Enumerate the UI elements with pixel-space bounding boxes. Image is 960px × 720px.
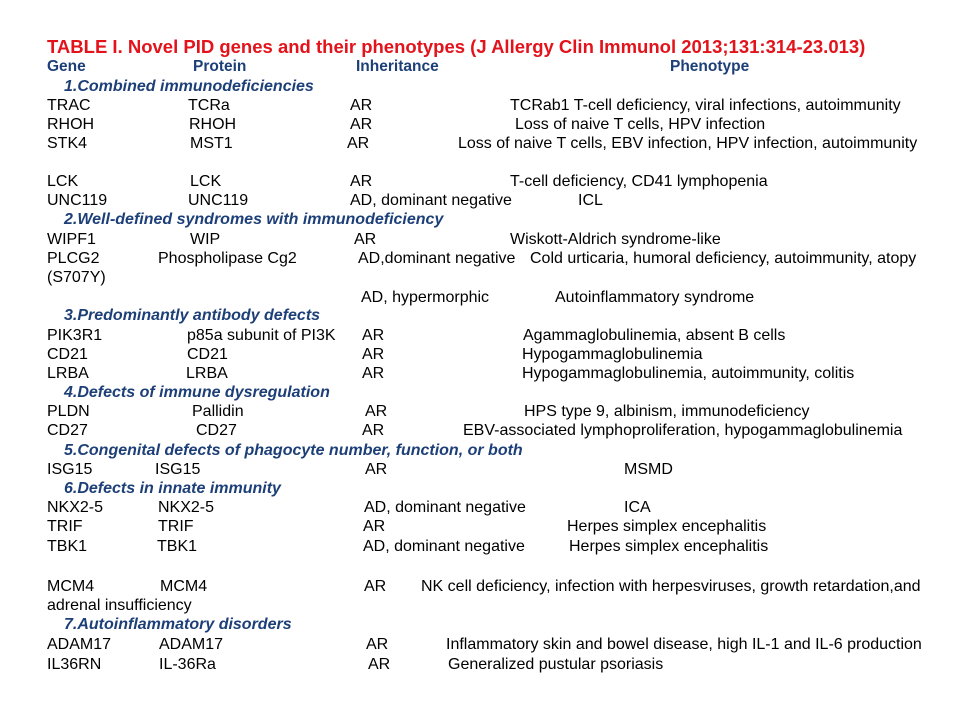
gene-cell: TRAC: [47, 97, 91, 114]
gene-cell: ADAM17: [47, 636, 112, 653]
inheritance-cell: AD, dominant negative: [363, 538, 525, 555]
section-heading: 3.Predominantly antibody defects: [64, 307, 321, 324]
gene-cell: PLDN: [47, 403, 90, 420]
phenotype-cell: Agammaglobulinemia, absent B cells: [523, 327, 786, 344]
protein-cell: TCRa: [188, 97, 230, 114]
table-row: [0, 268, 960, 308]
table-row: [0, 191, 960, 211]
table-row: [0, 577, 960, 617]
protein-cell: p85a subunit of PI3K: [187, 327, 336, 344]
protein-cell: RHOH: [189, 116, 237, 133]
inheritance-cell: AR: [362, 327, 385, 344]
gene-cell: PLCG2: [47, 250, 100, 267]
inheritance-cell: AR: [365, 403, 388, 420]
phenotype-cell: Loss of naive T cells, EBV infection, HPV infection, autoimmunity: [458, 135, 918, 152]
inheritance-cell: AR: [362, 365, 385, 382]
table-row: [0, 460, 960, 480]
inheritance-cell: AD,dominant negative: [358, 250, 516, 267]
phenotype-cell: Generalized pustular psoriasis: [448, 656, 664, 673]
gene-cell: WIPF1: [47, 231, 96, 248]
protein-cell: ADAM17: [159, 636, 224, 653]
table-row: [0, 230, 960, 250]
section-heading: 2.Well-defined syndromes with immunodeficiency: [64, 211, 444, 228]
gene-cell: LCK: [47, 173, 79, 190]
protein-cell: MST1: [190, 135, 233, 152]
phenotype-cell: Wiskott-Aldrich syndrome-like: [510, 231, 721, 248]
protein-cell: TBK1: [157, 538, 198, 555]
inheritance-cell: AR: [350, 116, 373, 133]
inheritance-cell: AR: [350, 97, 373, 114]
gene-cell: (S707Y): [47, 269, 106, 286]
protein-cell: Phospholipase Cg2: [158, 250, 297, 267]
table-row: [0, 498, 960, 518]
inheritance-cell: AR: [350, 173, 373, 190]
gene-cell: PIK3R1: [47, 327, 103, 344]
table-row: [0, 249, 960, 269]
table-row: [0, 421, 960, 441]
column-header-phenotype: Phenotype: [670, 58, 750, 75]
inheritance-cell: AR: [363, 518, 386, 535]
section-heading: 4.Defects of immune dysregulation: [64, 384, 330, 401]
table-row: [0, 655, 960, 675]
table-row: [0, 96, 960, 116]
protein-cell: CD27: [196, 422, 237, 439]
inheritance-cell: AR: [347, 135, 370, 152]
column-header-gene: Gene: [47, 58, 86, 75]
section-heading: 1.Combined immunodeficiencies: [64, 78, 314, 95]
phenotype-cell: T-cell deficiency, CD41 lymphopenia: [510, 173, 768, 190]
table-title: TABLE I. Novel PID genes and their phenotypes (J Allergy Clin Immunol 2013;131:314-23.013): [47, 36, 866, 57]
gene-cell: LRBA: [47, 365, 89, 382]
protein-cell: WIP: [190, 231, 221, 248]
gene-cell: NKX2-5: [47, 499, 104, 516]
table-row: [0, 345, 960, 365]
phenotype-cell: NK cell deficiency, infection with herpesviruses, growth retardation,and: [421, 578, 921, 595]
inheritance-cell: AD, dominant negative: [364, 499, 526, 516]
phenotype-cell: ICL: [578, 192, 603, 209]
table-row: [0, 635, 960, 655]
gene-cell: STK4: [47, 135, 88, 152]
gene-cell: UNC119: [47, 192, 108, 209]
phenotype-cell: Cold urticaria, humoral deficiency, autoimmunity, atopy: [530, 250, 917, 267]
protein-cell: NKX2-5: [158, 499, 215, 516]
gene-cell: RHOH: [47, 116, 95, 133]
gene-cell: TBK1: [47, 538, 88, 555]
table-row: [0, 402, 960, 422]
column-header-inheritance: Inheritance: [356, 58, 439, 75]
inheritance-cell: AR: [354, 231, 377, 248]
phenotype-cell: HPS type 9, albinism, immunodeficiency: [524, 403, 810, 420]
table-row: [0, 537, 960, 557]
protein-cell: ISG15: [155, 461, 201, 478]
phenotype-cell: Herpes simplex encephalitis: [569, 538, 769, 555]
gene-cell: TRIF: [47, 518, 83, 535]
protein-cell: LRBA: [186, 365, 228, 382]
protein-cell: TRIF: [158, 518, 194, 535]
phenotype-cell: TCRab1 T-cell deficiency, viral infections, autoimmunity: [510, 97, 901, 114]
inheritance-cell: AD, hypermorphic: [361, 289, 490, 306]
inheritance-cell: AR: [365, 461, 388, 478]
protein-cell: LCK: [190, 173, 222, 190]
section-heading: 6.Defects in innate immunity: [64, 480, 281, 497]
table-row: [0, 364, 960, 384]
phenotype-cell: EBV-associated lymphoproliferation, hypogammaglobulinemia: [463, 422, 903, 439]
gene-cell: CD21: [47, 346, 88, 363]
protein-cell: CD21: [187, 346, 228, 363]
column-header-row: [0, 57, 960, 77]
table-row: [0, 134, 960, 154]
inheritance-cell: AR: [364, 578, 387, 595]
protein-cell: UNC119: [188, 192, 249, 209]
gene-cell: MCM4: [47, 578, 95, 595]
phenotype-cell: MSMD: [624, 461, 673, 478]
table-row: [0, 115, 960, 135]
inheritance-cell: AR: [366, 636, 389, 653]
phenotype-cell: Hypogammaglobulinemia, autoimmunity, colitis: [522, 365, 855, 382]
phenotype-cell: Loss of naive T cells, HPV infection: [515, 116, 766, 133]
column-header-protein: Protein: [193, 58, 247, 75]
section-heading: 7.Autoinflammatory disorders: [64, 616, 292, 633]
inheritance-cell: AR: [362, 346, 385, 363]
phenotype-cell: Inflammatory skin and bowel disease, high IL-1 and IL-6 production: [446, 636, 922, 653]
gene-cell: ISG15: [47, 461, 93, 478]
inheritance-cell: AR: [362, 422, 385, 439]
inheritance-cell: AD, dominant negative: [350, 192, 512, 209]
gene-cell: CD27: [47, 422, 88, 439]
table-row: [0, 326, 960, 346]
phenotype-cell: ICA: [624, 499, 651, 516]
protein-cell: MCM4: [160, 578, 208, 595]
section-heading: 5.Congenital defects of phagocyte number, function, or both: [64, 442, 523, 459]
protein-cell: IL-36Ra: [159, 656, 216, 673]
phenotype-cell: Hypogammaglobulinemia: [522, 346, 703, 363]
table-row: [0, 517, 960, 537]
inheritance-cell: AR: [368, 656, 391, 673]
phenotype-cell: Autoinflammatory syndrome: [555, 289, 755, 306]
gene-cell: IL36RN: [47, 656, 102, 673]
table-row: [0, 172, 960, 192]
protein-cell: Pallidin: [192, 403, 244, 420]
phenotype-cell-continued: adrenal insufficiency: [47, 597, 192, 614]
phenotype-cell: Herpes simplex encephalitis: [567, 518, 767, 535]
